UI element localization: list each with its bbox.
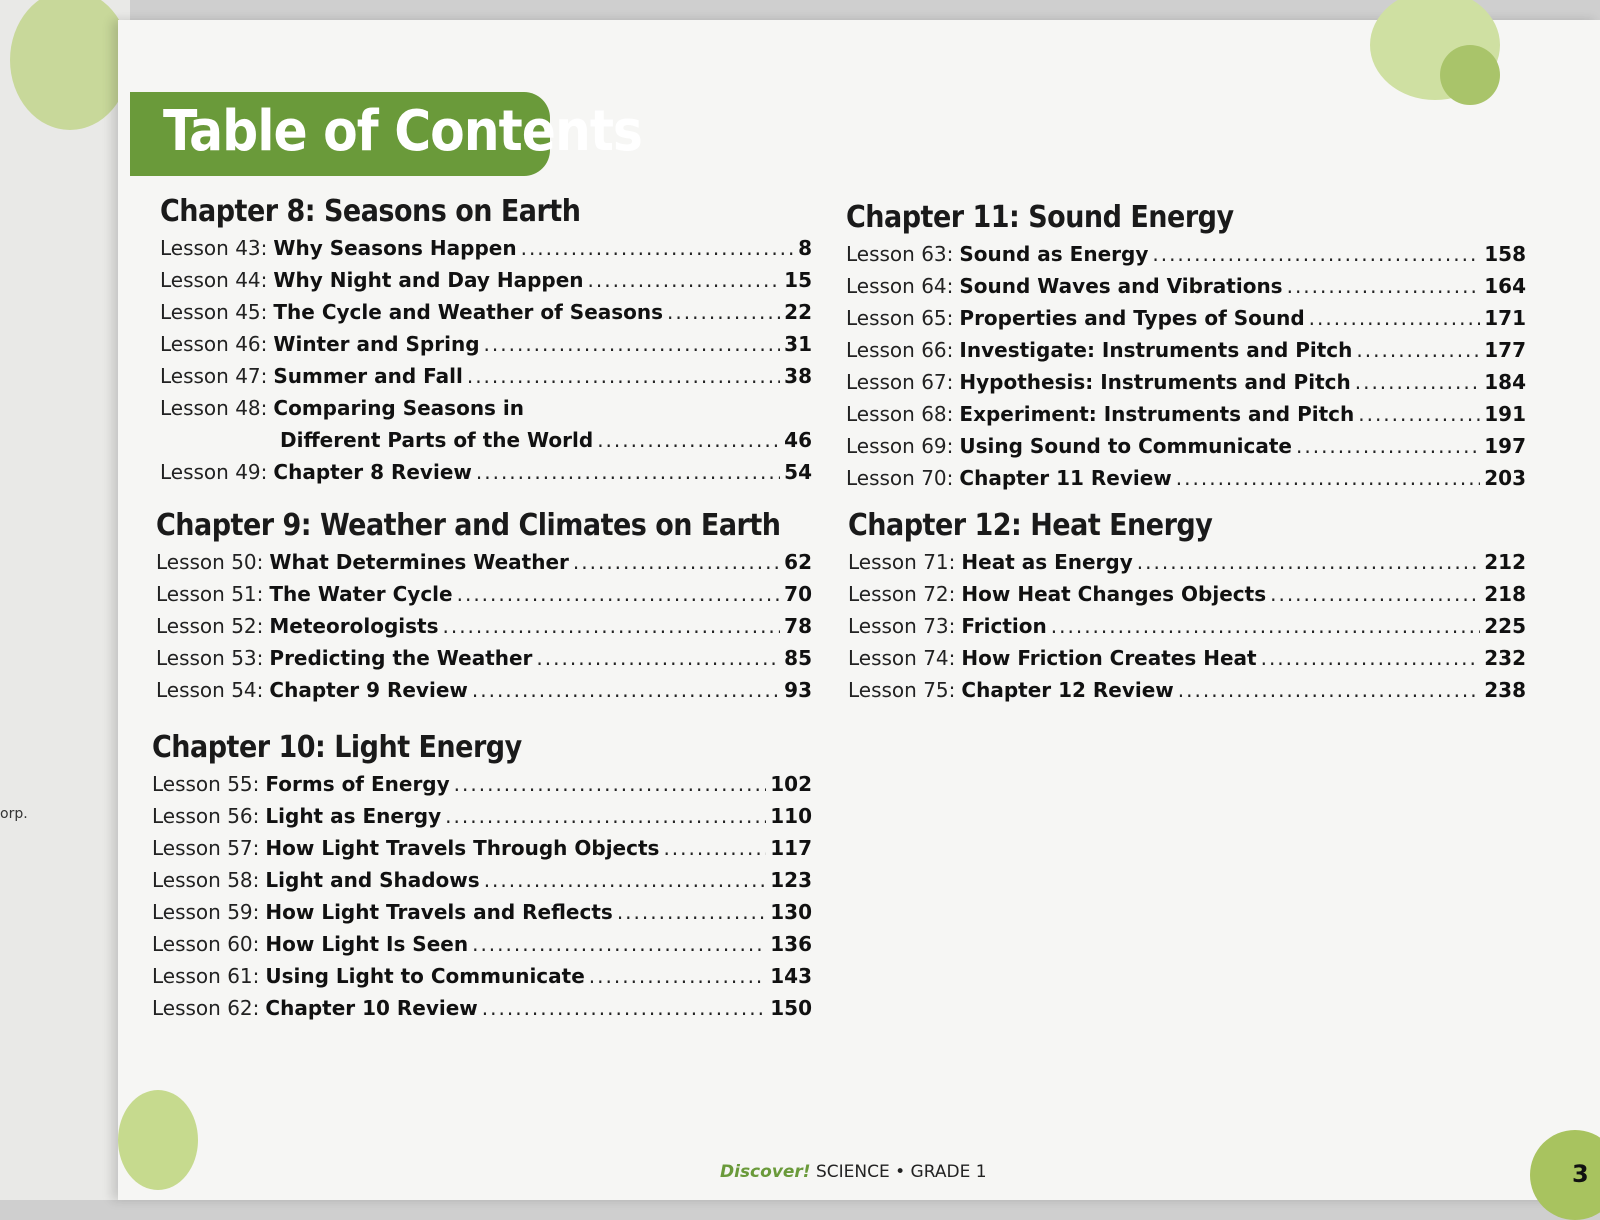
lesson-number: Lesson 50: xyxy=(156,550,264,574)
leader-dots xyxy=(476,456,780,488)
lesson-68[interactable] xyxy=(846,398,1526,430)
lesson-43[interactable] xyxy=(160,232,812,264)
leader-dots xyxy=(573,546,780,578)
leader-dots xyxy=(1309,302,1481,334)
lesson-number: Lesson 58: xyxy=(152,868,260,892)
lesson-number: Lesson 72: xyxy=(848,582,956,606)
lesson-name: Chapter 9 Review xyxy=(269,678,468,702)
lesson-page: 197 xyxy=(1484,434,1526,458)
lesson-page: 54 xyxy=(784,460,812,484)
lesson-number: Lesson 71: xyxy=(848,550,956,574)
lesson-page: 225 xyxy=(1484,614,1526,638)
lesson-number: Lesson 65: xyxy=(846,306,954,330)
leader-dots xyxy=(484,328,781,360)
lesson-name: Summer and Fall xyxy=(273,364,463,388)
lesson-page: 15 xyxy=(784,268,812,292)
lesson-69[interactable] xyxy=(846,430,1526,462)
lesson-name: The Water Cycle xyxy=(269,582,453,606)
page-title: Table of Contents xyxy=(163,99,642,164)
lesson-name: Chapter 11 Review xyxy=(959,466,1172,490)
leader-dots xyxy=(588,264,781,296)
lesson-48[interactable] xyxy=(160,392,812,424)
lesson-number: Lesson 47: xyxy=(160,364,268,388)
leader-dots xyxy=(663,832,766,864)
lesson-name: Why Seasons Happen xyxy=(273,236,517,260)
lesson-name: Friction xyxy=(961,614,1047,638)
chapter-title: Chapter 11: Sound Energy xyxy=(846,200,1234,235)
chapter-title: Chapter 12: Heat Energy xyxy=(848,508,1213,543)
lesson-53[interactable] xyxy=(156,642,812,674)
lesson-name: Meteorologists xyxy=(269,614,439,638)
leader-dots xyxy=(1358,398,1480,430)
leader-dots xyxy=(1051,610,1480,642)
lesson-number: Lesson 68: xyxy=(846,402,954,426)
lesson-page: 8 xyxy=(798,236,812,260)
lesson-page: 136 xyxy=(770,932,812,956)
lesson-page: 46 xyxy=(784,428,812,452)
lesson-name: Using Light to Communicate xyxy=(265,964,585,988)
lesson-name: Investigate: Instruments and Pitch xyxy=(959,338,1353,362)
page-number: 3 xyxy=(1572,1160,1589,1188)
lesson-number: Lesson 64: xyxy=(846,274,954,298)
decorative-circle xyxy=(118,1090,198,1190)
lesson-number: Lesson 49: xyxy=(160,460,268,484)
lesson-50[interactable] xyxy=(156,546,812,578)
lesson-number: Lesson 55: xyxy=(152,772,260,796)
lesson-67[interactable] xyxy=(846,366,1526,398)
lesson-page: 22 xyxy=(784,300,812,324)
chapter-title: Chapter 8: Seasons on Earth xyxy=(160,194,581,229)
lesson-54[interactable] xyxy=(156,674,812,706)
leader-dots xyxy=(1356,334,1480,366)
chapter-11 xyxy=(846,198,1526,494)
lesson-name: How Heat Changes Objects xyxy=(961,582,1267,606)
lesson-name: Properties and Types of Sound xyxy=(959,306,1305,330)
lesson-number: Lesson 62: xyxy=(152,996,260,1020)
leader-dots xyxy=(1137,546,1480,578)
chapter-title: Chapter 10: Light Energy xyxy=(152,730,522,765)
lesson-number: Lesson 67: xyxy=(846,370,954,394)
leader-dots xyxy=(1287,270,1481,302)
lesson-name: Chapter 8 Review xyxy=(273,460,472,484)
lesson-number: Lesson 51: xyxy=(156,582,264,606)
lesson-name: Light and Shadows xyxy=(265,868,480,892)
previous-page xyxy=(0,0,130,1200)
leader-dots xyxy=(454,768,767,800)
lesson-page: 78 xyxy=(784,614,812,638)
footer-text: SCIENCE • GRADE 1 xyxy=(815,1162,987,1182)
lesson-number: Lesson 57: xyxy=(152,836,260,860)
lesson-45[interactable] xyxy=(160,296,812,328)
lesson-57[interactable] xyxy=(152,832,812,864)
lesson-65[interactable] xyxy=(846,302,1526,334)
leader-dots xyxy=(484,864,767,896)
leader-dots xyxy=(457,578,781,610)
lesson-page: 130 xyxy=(770,900,812,924)
lesson-page: 123 xyxy=(770,868,812,892)
lesson-number: Lesson 48: xyxy=(160,396,268,420)
lesson-number: Lesson 46: xyxy=(160,332,268,356)
lesson-name: How Light Travels Through Objects xyxy=(265,836,660,860)
lesson-name: The Cycle and Weather of Seasons xyxy=(273,300,664,324)
lesson-number: Lesson 59: xyxy=(152,900,260,924)
leader-dots xyxy=(1261,642,1481,674)
lesson-75[interactable] xyxy=(848,674,1526,706)
lesson-55[interactable] xyxy=(152,768,812,800)
lesson-name: Chapter 10 Review xyxy=(265,996,478,1020)
leader-dots xyxy=(1355,366,1481,398)
chapter-10 xyxy=(152,728,812,1024)
lesson-name-continued: Different Parts of the World xyxy=(280,428,594,452)
lesson-page: 212 xyxy=(1484,550,1526,574)
chapter-9 xyxy=(156,506,812,706)
lesson-number: Lesson 60: xyxy=(152,932,260,956)
lesson-number: Lesson 70: xyxy=(846,466,954,490)
lesson-page: 62 xyxy=(784,550,812,574)
brand-logo: Discover! xyxy=(720,1162,811,1182)
leader-dots xyxy=(617,896,766,928)
lesson-page: 143 xyxy=(770,964,812,988)
lesson-name: Forms of Energy xyxy=(265,772,450,796)
lesson-page: 191 xyxy=(1484,402,1526,426)
lesson-number: Lesson 75: xyxy=(848,678,956,702)
decorative-circle xyxy=(10,0,130,130)
lesson-47[interactable] xyxy=(160,360,812,392)
lesson-48-continued[interactable] xyxy=(160,424,812,456)
lesson-page: 184 xyxy=(1484,370,1526,394)
lesson-58[interactable] xyxy=(152,864,812,896)
lesson-name: How Light Is Seen xyxy=(265,932,469,956)
lesson-page: 110 xyxy=(770,804,812,828)
lesson-number: Lesson 63: xyxy=(846,242,954,266)
lesson-name: How Light Travels and Reflects xyxy=(265,900,613,924)
chapter-8 xyxy=(160,192,812,488)
lesson-name: Comparing Seasons in xyxy=(273,396,525,420)
lesson-number: Lesson 52: xyxy=(156,614,264,638)
lesson-59[interactable] xyxy=(152,896,812,928)
lesson-62[interactable] xyxy=(152,992,812,1024)
lesson-name: Predicting the Weather xyxy=(269,646,533,670)
lesson-60[interactable] xyxy=(152,928,812,960)
lesson-page: 171 xyxy=(1484,306,1526,330)
lesson-page: 31 xyxy=(784,332,812,356)
lesson-73[interactable] xyxy=(848,610,1526,642)
lesson-page: 85 xyxy=(784,646,812,670)
lesson-number: Lesson 43: xyxy=(160,236,268,260)
leader-dots xyxy=(536,642,780,674)
lesson-name: Winter and Spring xyxy=(273,332,480,356)
lesson-name: Using Sound to Communicate xyxy=(959,434,1292,458)
leader-dots xyxy=(1176,462,1480,494)
lesson-71[interactable] xyxy=(848,546,1526,578)
lesson-name: What Determines Weather xyxy=(269,550,569,574)
lesson-name: How Friction Creates Heat xyxy=(961,646,1257,670)
lesson-74[interactable] xyxy=(848,642,1526,674)
lesson-46[interactable] xyxy=(160,328,812,360)
leader-dots xyxy=(589,960,766,992)
lesson-number: Lesson 56: xyxy=(152,804,260,828)
lesson-page: 218 xyxy=(1484,582,1526,606)
lesson-number: Lesson 74: xyxy=(848,646,956,670)
decorative-circle xyxy=(1440,45,1500,105)
lesson-page: 150 xyxy=(770,996,812,1020)
lesson-70[interactable] xyxy=(846,462,1526,494)
lesson-name: Experiment: Instruments and Pitch xyxy=(959,402,1355,426)
lesson-number: Lesson 44: xyxy=(160,268,268,292)
lesson-page: 117 xyxy=(770,836,812,860)
lesson-page: 93 xyxy=(784,678,812,702)
lesson-56[interactable] xyxy=(152,800,812,832)
leader-dots xyxy=(467,360,780,392)
lesson-63[interactable] xyxy=(846,238,1526,270)
leader-dots xyxy=(1152,238,1480,270)
lesson-number: Lesson 73: xyxy=(848,614,956,638)
lesson-name: Sound as Energy xyxy=(959,242,1149,266)
lesson-name: Heat as Energy xyxy=(961,550,1133,574)
lesson-number: Lesson 61: xyxy=(152,964,260,988)
lesson-49[interactable] xyxy=(160,456,812,488)
lesson-page: 70 xyxy=(784,582,812,606)
leader-dots xyxy=(521,232,794,264)
leader-dots xyxy=(445,800,766,832)
lesson-page: 38 xyxy=(784,364,812,388)
leader-dots xyxy=(667,296,780,328)
leader-dots xyxy=(1296,430,1480,462)
leader-dots xyxy=(442,610,780,642)
lesson-page: 164 xyxy=(1484,274,1526,298)
lesson-number: Lesson 66: xyxy=(846,338,954,362)
leader-dots xyxy=(1270,578,1480,610)
lesson-52[interactable] xyxy=(156,610,812,642)
leader-dots xyxy=(482,992,766,1024)
lesson-page: 238 xyxy=(1484,678,1526,702)
lesson-page: 102 xyxy=(770,772,812,796)
leader-dots xyxy=(472,674,780,706)
lesson-66[interactable] xyxy=(846,334,1526,366)
lesson-61[interactable] xyxy=(152,960,812,992)
leader-dots xyxy=(472,928,766,960)
lesson-44[interactable] xyxy=(160,264,812,296)
lesson-72[interactable] xyxy=(848,578,1526,610)
lesson-number: Lesson 69: xyxy=(846,434,954,458)
chapter-12 xyxy=(848,506,1526,706)
previous-page-text: orp. xyxy=(0,806,28,822)
lesson-name: Light as Energy xyxy=(265,804,442,828)
lesson-number: Lesson 45: xyxy=(160,300,268,324)
lesson-page: 158 xyxy=(1484,242,1526,266)
lesson-51[interactable] xyxy=(156,578,812,610)
lesson-page: 232 xyxy=(1484,646,1526,670)
lesson-page: 177 xyxy=(1484,338,1526,362)
lesson-number: Lesson 54: xyxy=(156,678,264,702)
lesson-number: Lesson 53: xyxy=(156,646,264,670)
leader-dots xyxy=(597,424,780,456)
leader-dots xyxy=(1178,674,1480,706)
lesson-name: Sound Waves and Vibrations xyxy=(959,274,1283,298)
lesson-name: Chapter 12 Review xyxy=(961,678,1174,702)
lesson-name: Hypothesis: Instruments and Pitch xyxy=(959,370,1351,394)
lesson-64[interactable] xyxy=(846,270,1526,302)
page-footer xyxy=(720,1162,987,1182)
lesson-page: 203 xyxy=(1484,466,1526,490)
chapter-title: Chapter 9: Weather and Climates on Earth xyxy=(156,508,781,543)
lesson-name: Why Night and Day Happen xyxy=(273,268,584,292)
